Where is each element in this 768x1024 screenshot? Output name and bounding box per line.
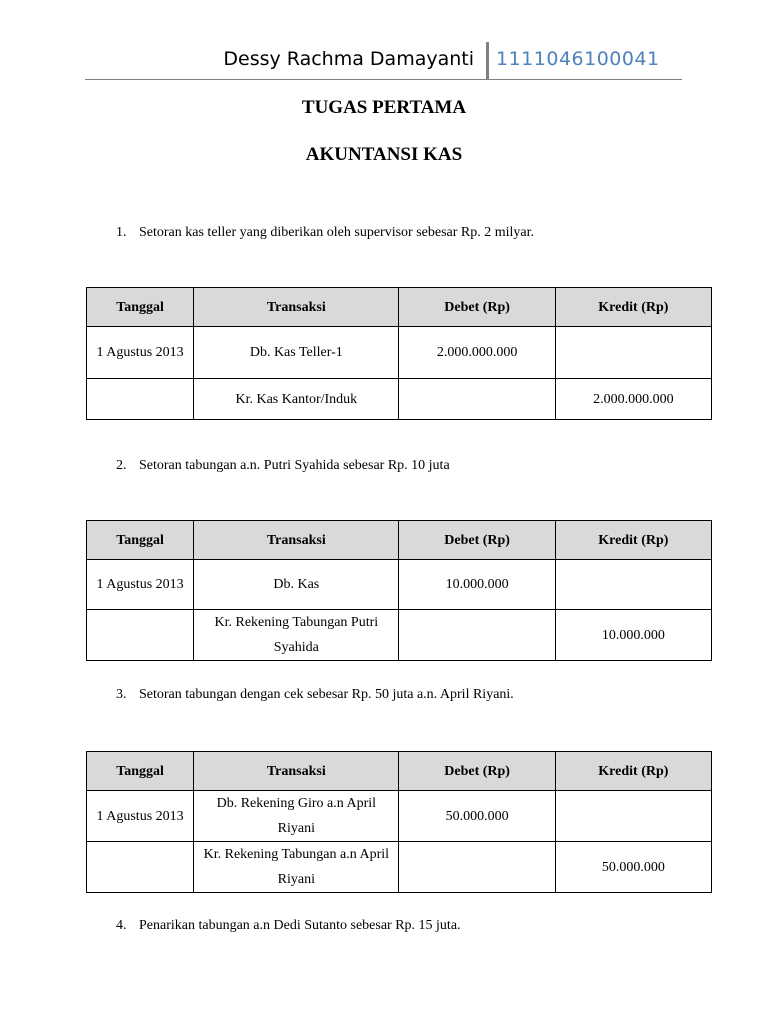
header-debet: Debet (Rp) (399, 521, 555, 560)
document-title: TUGAS PERTAMA (301, 97, 467, 118)
list-item (116, 687, 514, 703)
header-kredit: Kredit (Rp) (555, 521, 711, 560)
table-row (87, 379, 712, 420)
table-row (87, 791, 712, 842)
header-tanggal: Tanggal (87, 288, 194, 327)
table-row (87, 560, 712, 610)
journal-table (86, 751, 712, 893)
journal-table (86, 520, 712, 661)
cell-kredit: 50.000.000 (555, 842, 711, 893)
item-number: 3. (116, 687, 127, 702)
header-debet: Debet (Rp) (399, 288, 555, 327)
document-subtitle: AKUNTANSI KAS (305, 144, 463, 165)
table-header-row (87, 521, 712, 560)
journal-table (86, 287, 712, 420)
list-item (116, 225, 534, 241)
cell-tanggal (87, 842, 194, 893)
cell-debet (399, 842, 555, 893)
cell-debet: 10.000.000 (399, 560, 555, 610)
cell-transaksi: Kr. Rekening Tabungan a.n April Riyani (194, 842, 399, 893)
cell-kredit (555, 327, 711, 379)
cell-tanggal: 1 Agustus 2013 (87, 560, 194, 610)
cell-transaksi: Db. Kas Teller-1 (194, 327, 399, 379)
table-header-row (87, 288, 712, 327)
item-number: 1. (116, 225, 127, 240)
page-header (85, 42, 682, 80)
cell-transaksi: Kr. Rekening Tabungan Putri Syahida (194, 610, 399, 661)
table-header-row (87, 752, 712, 791)
cell-tanggal: 1 Agustus 2013 (87, 791, 194, 842)
table-row (87, 327, 712, 379)
item-text: Setoran tabungan dengan cek sebesar Rp. 50 juta a.n. April Riyani. (139, 687, 514, 702)
cell-kredit (555, 560, 711, 610)
item-text: Setoran tabungan a.n. Putri Syahida sebesar Rp. 10 juta (139, 458, 450, 473)
header-transaksi: Transaksi (194, 288, 399, 327)
item-number: 4. (116, 918, 127, 933)
header-transaksi: Transaksi (194, 752, 399, 791)
header-tanggal: Tanggal (87, 752, 194, 791)
author-name: Dessy Rachma Damayanti (223, 48, 474, 70)
cell-transaksi: Db. Kas (194, 560, 399, 610)
table-row (87, 610, 712, 661)
header-kredit: Kredit (Rp) (555, 752, 711, 791)
cell-tanggal (87, 379, 194, 420)
cell-debet: 50.000.000 (399, 791, 555, 842)
cell-transaksi: Kr. Kas Kantor/Induk (194, 379, 399, 420)
item-text: Setoran kas teller yang diberikan oleh supervisor sebesar Rp. 2 milyar. (139, 225, 535, 240)
cell-tanggal: 1 Agustus 2013 (87, 327, 194, 379)
cell-kredit: 2.000.000.000 (555, 379, 711, 420)
header-tanggal: Tanggal (87, 521, 194, 560)
header-transaksi: Transaksi (194, 521, 399, 560)
list-item (116, 458, 450, 474)
cell-debet (399, 610, 555, 661)
table-row (87, 842, 712, 893)
header-kredit: Kredit (Rp) (555, 288, 711, 327)
cell-debet (399, 379, 555, 420)
item-number: 2. (116, 458, 127, 473)
cell-debet: 2.000.000.000 (399, 327, 555, 379)
cell-transaksi: Db. Rekening Giro a.n April Riyani (194, 791, 399, 842)
student-id: 1111046100041 (496, 48, 660, 70)
cell-tanggal (87, 610, 194, 661)
header-debet: Debet (Rp) (399, 752, 555, 791)
list-item (116, 918, 461, 934)
cell-kredit (555, 791, 711, 842)
cell-kredit: 10.000.000 (555, 610, 711, 661)
item-text: Penarikan tabungan a.n Dedi Sutanto sebesar Rp. 15 juta. (139, 918, 461, 933)
header-separator (486, 42, 489, 79)
